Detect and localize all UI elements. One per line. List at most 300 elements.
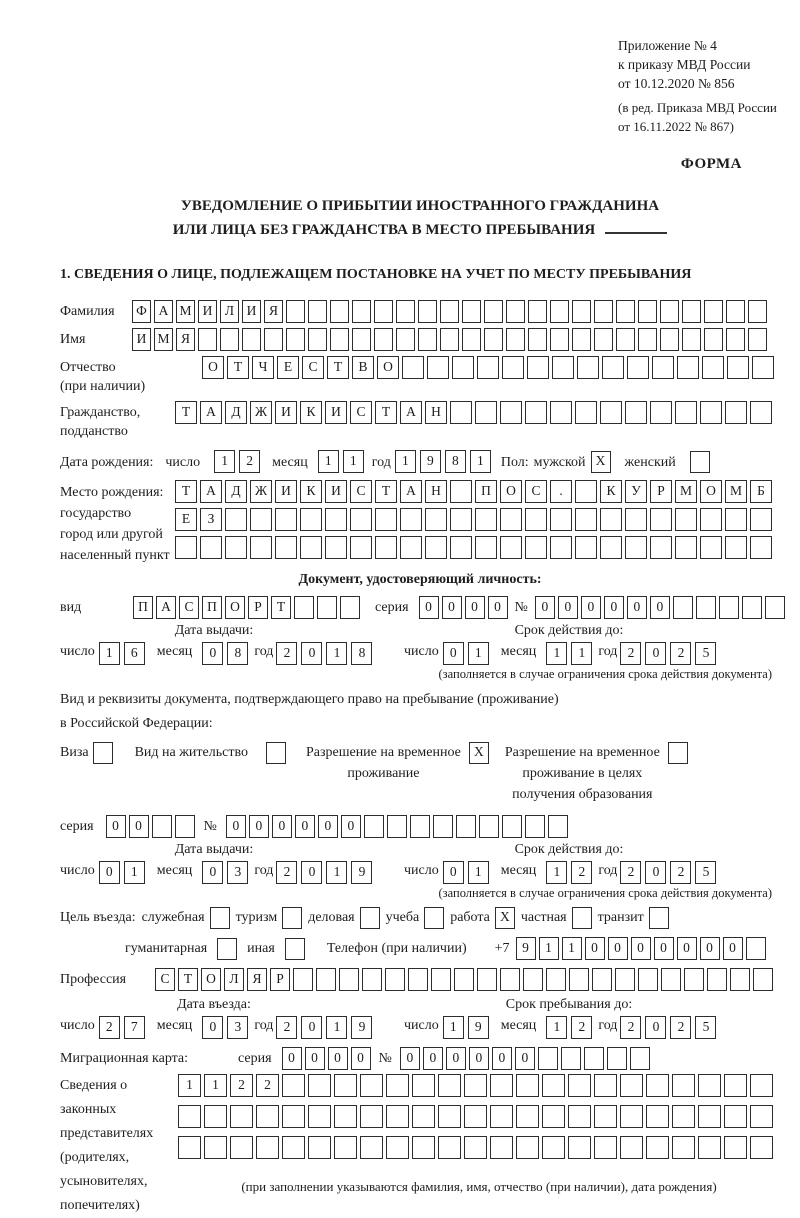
issue-year-cell[interactable]: 0 bbox=[301, 861, 322, 884]
firstname-cell[interactable] bbox=[440, 328, 459, 351]
birthplace-cell[interactable] bbox=[575, 536, 597, 559]
representative-cell[interactable] bbox=[308, 1105, 331, 1128]
firstname-cell[interactable] bbox=[374, 328, 393, 351]
patronymic-cell[interactable] bbox=[452, 356, 474, 379]
firstname-cell[interactable] bbox=[528, 328, 547, 351]
birthplace-cell[interactable]: Д bbox=[225, 480, 247, 503]
citizenship-cell[interactable]: А bbox=[400, 401, 422, 424]
birthplace-cell[interactable] bbox=[550, 536, 572, 559]
birthplace-cell[interactable] bbox=[700, 536, 722, 559]
expiry-day-cell[interactable]: 0 bbox=[443, 642, 464, 665]
phone-cell[interactable]: 0 bbox=[631, 937, 651, 960]
birthplace-cell[interactable] bbox=[600, 536, 622, 559]
surname-cell[interactable] bbox=[308, 300, 327, 323]
entry-day-cell[interactable]: 2 bbox=[99, 1016, 120, 1039]
representative-cell[interactable] bbox=[178, 1105, 201, 1128]
firstname-cell[interactable] bbox=[352, 328, 371, 351]
representative-cell[interactable] bbox=[360, 1105, 383, 1128]
entry-year-cell[interactable]: 9 bbox=[351, 1016, 372, 1039]
birthplace-cell[interactable] bbox=[375, 508, 397, 531]
birth-year-cell[interactable]: 1 bbox=[395, 450, 416, 473]
patronymic-cell[interactable] bbox=[477, 356, 499, 379]
representative-cell[interactable] bbox=[620, 1074, 643, 1097]
issue-day-cell[interactable]: 0 bbox=[99, 861, 120, 884]
firstname-cell[interactable] bbox=[286, 328, 305, 351]
identity-number-cell[interactable] bbox=[696, 596, 716, 619]
birthplace-cell[interactable]: О bbox=[500, 480, 522, 503]
representative-cell[interactable] bbox=[672, 1105, 695, 1128]
sex-female-checkbox[interactable] bbox=[690, 451, 710, 473]
representative-cell[interactable] bbox=[750, 1074, 773, 1097]
residence-number-cell[interactable] bbox=[364, 815, 384, 838]
patronymic-cell[interactable] bbox=[552, 356, 574, 379]
identity-number-cell[interactable]: 0 bbox=[627, 596, 647, 619]
representative-cell[interactable] bbox=[698, 1136, 721, 1159]
birthplace-cell[interactable] bbox=[450, 508, 472, 531]
birthplace-cell[interactable] bbox=[475, 536, 497, 559]
representative-cell[interactable] bbox=[724, 1136, 747, 1159]
purpose-business-checkbox[interactable] bbox=[360, 907, 380, 929]
patronymic-cell[interactable] bbox=[602, 356, 624, 379]
issue-year-cell[interactable]: 2 bbox=[276, 861, 297, 884]
representative-cell[interactable] bbox=[542, 1105, 565, 1128]
birthplace-cell[interactable]: К bbox=[300, 480, 322, 503]
temp-residence-edu-checkbox[interactable] bbox=[668, 742, 688, 764]
expiry-year-cell[interactable]: 2 bbox=[670, 861, 691, 884]
issue-day-cell[interactable]: 6 bbox=[124, 642, 145, 665]
firstname-cell[interactable] bbox=[264, 328, 283, 351]
firstname-cell[interactable] bbox=[638, 328, 657, 351]
birthplace-cell[interactable]: Б bbox=[750, 480, 772, 503]
expiry-year-cell[interactable]: 5 bbox=[695, 861, 716, 884]
profession-cell[interactable] bbox=[707, 968, 727, 991]
birthplace-cell[interactable] bbox=[750, 536, 772, 559]
patronymic-cell[interactable] bbox=[702, 356, 724, 379]
identity-kind-cell[interactable]: Т bbox=[271, 596, 291, 619]
birthplace-cell[interactable]: Ж bbox=[250, 480, 272, 503]
migration-number-cell[interactable]: 0 bbox=[423, 1047, 443, 1070]
issue-day-cell[interactable]: 1 bbox=[124, 861, 145, 884]
migration-series-cell[interactable]: 0 bbox=[305, 1047, 325, 1070]
representative-cell[interactable]: 2 bbox=[230, 1074, 253, 1097]
surname-cell[interactable] bbox=[594, 300, 613, 323]
identity-series-cell[interactable]: 0 bbox=[442, 596, 462, 619]
entry-year-cell[interactable]: 2 bbox=[276, 1016, 297, 1039]
patronymic-cell[interactable]: Е bbox=[277, 356, 299, 379]
migration-series-cell[interactable]: 0 bbox=[351, 1047, 371, 1070]
profession-cell[interactable] bbox=[477, 968, 497, 991]
stay-year-cell[interactable]: 2 bbox=[620, 1016, 641, 1039]
identity-kind-cell[interactable] bbox=[317, 596, 337, 619]
surname-cell[interactable] bbox=[352, 300, 371, 323]
representative-cell[interactable] bbox=[516, 1105, 539, 1128]
birthplace-cell[interactable] bbox=[425, 508, 447, 531]
migration-number-cell[interactable]: 0 bbox=[492, 1047, 512, 1070]
birthplace-cell[interactable] bbox=[225, 508, 247, 531]
residence-series-cell[interactable] bbox=[152, 815, 172, 838]
residence-number-cell[interactable] bbox=[387, 815, 407, 838]
birthplace-cell[interactable] bbox=[725, 536, 747, 559]
phone-cell[interactable]: 0 bbox=[723, 937, 743, 960]
residence-series-cell[interactable]: 0 bbox=[106, 815, 126, 838]
representative-cell[interactable] bbox=[672, 1074, 695, 1097]
sex-male-checkbox[interactable]: X bbox=[591, 451, 611, 473]
representative-cell[interactable] bbox=[646, 1136, 669, 1159]
issue-year-cell[interactable]: 1 bbox=[326, 642, 347, 665]
profession-cell[interactable] bbox=[431, 968, 451, 991]
representative-cell[interactable] bbox=[412, 1105, 435, 1128]
firstname-cell[interactable] bbox=[330, 328, 349, 351]
residence-series-cell[interactable]: 0 bbox=[129, 815, 149, 838]
citizenship-cell[interactable] bbox=[500, 401, 522, 424]
representative-cell[interactable] bbox=[464, 1136, 487, 1159]
identity-number-cell[interactable] bbox=[742, 596, 762, 619]
birthplace-cell[interactable]: Р bbox=[650, 480, 672, 503]
representative-cell[interactable] bbox=[490, 1105, 513, 1128]
representative-cell[interactable] bbox=[568, 1074, 591, 1097]
citizenship-cell[interactable] bbox=[700, 401, 722, 424]
expiry-month-cell[interactable]: 2 bbox=[571, 861, 592, 884]
representative-cell[interactable] bbox=[334, 1074, 357, 1097]
representative-cell[interactable] bbox=[646, 1105, 669, 1128]
citizenship-cell[interactable] bbox=[575, 401, 597, 424]
profession-cell[interactable] bbox=[408, 968, 428, 991]
firstname-cell[interactable] bbox=[726, 328, 745, 351]
patronymic-cell[interactable]: Ч bbox=[252, 356, 274, 379]
birthplace-cell[interactable] bbox=[300, 508, 322, 531]
expiry-day-cell[interactable]: 0 bbox=[443, 861, 464, 884]
issue-year-cell[interactable]: 2 bbox=[276, 642, 297, 665]
profession-cell[interactable] bbox=[661, 968, 681, 991]
migration-number-cell[interactable]: 0 bbox=[469, 1047, 489, 1070]
patronymic-cell[interactable] bbox=[427, 356, 449, 379]
birthplace-cell[interactable] bbox=[300, 536, 322, 559]
citizenship-cell[interactable]: Т bbox=[175, 401, 197, 424]
firstname-cell[interactable] bbox=[242, 328, 261, 351]
representative-cell[interactable] bbox=[256, 1136, 279, 1159]
representative-cell[interactable] bbox=[230, 1105, 253, 1128]
firstname-cell[interactable]: М bbox=[154, 328, 173, 351]
issue-day-cell[interactable]: 1 bbox=[99, 642, 120, 665]
birthplace-cell[interactable] bbox=[600, 508, 622, 531]
birth-year-cell[interactable]: 1 bbox=[470, 450, 491, 473]
birthplace-cell[interactable] bbox=[650, 536, 672, 559]
citizenship-cell[interactable]: К bbox=[300, 401, 322, 424]
citizenship-cell[interactable]: Д bbox=[225, 401, 247, 424]
firstname-cell[interactable] bbox=[308, 328, 327, 351]
birthplace-cell[interactable]: А bbox=[200, 480, 222, 503]
migration-number-cell[interactable]: 0 bbox=[446, 1047, 466, 1070]
surname-cell[interactable] bbox=[506, 300, 525, 323]
patronymic-cell[interactable]: О bbox=[377, 356, 399, 379]
birthplace-cell[interactable] bbox=[325, 536, 347, 559]
surname-cell[interactable] bbox=[462, 300, 481, 323]
birthplace-cell[interactable] bbox=[525, 536, 547, 559]
birthplace-cell[interactable] bbox=[450, 480, 472, 503]
birthplace-cell[interactable] bbox=[250, 508, 272, 531]
patronymic-cell[interactable] bbox=[677, 356, 699, 379]
issue-month-cell[interactable]: 0 bbox=[202, 642, 223, 665]
identity-number-cell[interactable]: 0 bbox=[604, 596, 624, 619]
purpose-humanitarian-checkbox[interactable] bbox=[217, 938, 237, 960]
identity-series-cell[interactable]: 0 bbox=[488, 596, 508, 619]
birthplace-cell[interactable] bbox=[450, 536, 472, 559]
representative-cell[interactable] bbox=[178, 1136, 201, 1159]
birthplace-cell[interactable] bbox=[275, 508, 297, 531]
representative-cell[interactable] bbox=[230, 1136, 253, 1159]
representative-cell[interactable] bbox=[282, 1074, 305, 1097]
profession-cell[interactable] bbox=[684, 968, 704, 991]
issue-year-cell[interactable]: 0 bbox=[301, 642, 322, 665]
identity-number-cell[interactable]: 0 bbox=[650, 596, 670, 619]
patronymic-cell[interactable] bbox=[652, 356, 674, 379]
identity-kind-cell[interactable]: С bbox=[179, 596, 199, 619]
birthplace-cell[interactable] bbox=[725, 508, 747, 531]
birthplace-cell[interactable] bbox=[575, 480, 597, 503]
expiry-year-cell[interactable]: 2 bbox=[620, 861, 641, 884]
birth-month-cell[interactable]: 1 bbox=[318, 450, 339, 473]
birth-day-cell[interactable]: 1 bbox=[214, 450, 235, 473]
firstname-cell[interactable] bbox=[594, 328, 613, 351]
surname-cell[interactable] bbox=[550, 300, 569, 323]
profession-cell[interactable] bbox=[569, 968, 589, 991]
surname-cell[interactable]: М bbox=[176, 300, 195, 323]
expiry-month-cell[interactable]: 1 bbox=[546, 861, 567, 884]
birthplace-cell[interactable]: С bbox=[525, 480, 547, 503]
birthplace-cell[interactable] bbox=[575, 508, 597, 531]
stay-day-cell[interactable]: 9 bbox=[468, 1016, 489, 1039]
expiry-year-cell[interactable]: 0 bbox=[645, 642, 666, 665]
birthplace-cell[interactable]: С bbox=[350, 480, 372, 503]
representative-cell[interactable] bbox=[412, 1136, 435, 1159]
citizenship-cell[interactable] bbox=[600, 401, 622, 424]
representative-cell[interactable] bbox=[412, 1074, 435, 1097]
surname-cell[interactable] bbox=[484, 300, 503, 323]
representative-cell[interactable]: 1 bbox=[178, 1074, 201, 1097]
profession-cell[interactable] bbox=[753, 968, 773, 991]
stay-month-cell[interactable]: 1 bbox=[546, 1016, 567, 1039]
firstname-cell[interactable] bbox=[418, 328, 437, 351]
birthplace-cell[interactable] bbox=[750, 508, 772, 531]
representative-cell[interactable] bbox=[750, 1105, 773, 1128]
identity-kind-cell[interactable]: А bbox=[156, 596, 176, 619]
birthplace-cell[interactable]: И bbox=[325, 480, 347, 503]
citizenship-cell[interactable]: С bbox=[350, 401, 372, 424]
birthplace-cell[interactable] bbox=[550, 508, 572, 531]
surname-cell[interactable] bbox=[418, 300, 437, 323]
citizenship-cell[interactable]: А bbox=[200, 401, 222, 424]
patronymic-cell[interactable]: Т bbox=[327, 356, 349, 379]
representative-cell[interactable] bbox=[438, 1074, 461, 1097]
patronymic-cell[interactable] bbox=[527, 356, 549, 379]
surname-cell[interactable] bbox=[660, 300, 679, 323]
birthplace-cell[interactable] bbox=[625, 508, 647, 531]
representative-cell[interactable] bbox=[438, 1136, 461, 1159]
surname-cell[interactable]: Я bbox=[264, 300, 283, 323]
surname-cell[interactable]: А bbox=[154, 300, 173, 323]
birthplace-cell[interactable] bbox=[225, 536, 247, 559]
entry-month-cell[interactable]: 0 bbox=[202, 1016, 223, 1039]
birthplace-cell[interactable]: . bbox=[550, 480, 572, 503]
identity-kind-cell[interactable]: П bbox=[202, 596, 222, 619]
phone-cell[interactable]: 0 bbox=[654, 937, 674, 960]
purpose-other-checkbox[interactable] bbox=[285, 938, 305, 960]
residence-permit-checkbox[interactable] bbox=[266, 742, 286, 764]
birthplace-cell[interactable] bbox=[350, 508, 372, 531]
phone-cell[interactable]: 0 bbox=[700, 937, 720, 960]
firstname-cell[interactable] bbox=[704, 328, 723, 351]
birthplace-cell[interactable]: К bbox=[600, 480, 622, 503]
phone-cell[interactable]: 0 bbox=[677, 937, 697, 960]
identity-kind-cell[interactable] bbox=[340, 596, 360, 619]
surname-cell[interactable]: И bbox=[198, 300, 217, 323]
firstname-cell[interactable] bbox=[220, 328, 239, 351]
birthplace-cell[interactable]: Е bbox=[175, 508, 197, 531]
birthplace-cell[interactable] bbox=[275, 536, 297, 559]
citizenship-cell[interactable]: И bbox=[325, 401, 347, 424]
patronymic-cell[interactable]: О bbox=[202, 356, 224, 379]
representative-cell[interactable] bbox=[334, 1105, 357, 1128]
purpose-work-checkbox[interactable]: X bbox=[495, 907, 515, 929]
residence-number-cell[interactable]: 0 bbox=[226, 815, 246, 838]
identity-kind-cell[interactable] bbox=[294, 596, 314, 619]
patronymic-cell[interactable]: С bbox=[302, 356, 324, 379]
birth-year-cell[interactable]: 9 bbox=[420, 450, 441, 473]
patronymic-cell[interactable]: Т bbox=[227, 356, 249, 379]
birthplace-cell[interactable] bbox=[200, 536, 222, 559]
profession-cell[interactable] bbox=[500, 968, 520, 991]
temp-residence-checkbox[interactable]: X bbox=[469, 742, 489, 764]
surname-cell[interactable]: Л bbox=[220, 300, 239, 323]
surname-cell[interactable] bbox=[374, 300, 393, 323]
patronymic-cell[interactable]: В bbox=[352, 356, 374, 379]
representative-cell[interactable] bbox=[594, 1074, 617, 1097]
residence-series-cell[interactable] bbox=[175, 815, 195, 838]
profession-cell[interactable]: Р bbox=[270, 968, 290, 991]
birthplace-cell[interactable]: И bbox=[275, 480, 297, 503]
representative-cell[interactable] bbox=[516, 1074, 539, 1097]
representative-cell[interactable] bbox=[204, 1136, 227, 1159]
representative-cell[interactable] bbox=[308, 1136, 331, 1159]
profession-cell[interactable]: Я bbox=[247, 968, 267, 991]
expiry-month-cell[interactable]: 1 bbox=[546, 642, 567, 665]
representative-cell[interactable] bbox=[360, 1136, 383, 1159]
entry-month-cell[interactable]: 3 bbox=[227, 1016, 248, 1039]
citizenship-cell[interactable]: И bbox=[275, 401, 297, 424]
surname-cell[interactable] bbox=[748, 300, 767, 323]
birthplace-cell[interactable] bbox=[675, 536, 697, 559]
firstname-cell[interactable] bbox=[748, 328, 767, 351]
representative-cell[interactable] bbox=[438, 1105, 461, 1128]
stay-year-cell[interactable]: 2 bbox=[670, 1016, 691, 1039]
expiry-day-cell[interactable]: 1 bbox=[468, 642, 489, 665]
citizenship-cell[interactable]: Н bbox=[425, 401, 447, 424]
firstname-cell[interactable] bbox=[572, 328, 591, 351]
birthplace-cell[interactable]: Т bbox=[175, 480, 197, 503]
profession-cell[interactable] bbox=[546, 968, 566, 991]
representative-cell[interactable] bbox=[568, 1136, 591, 1159]
representative-cell[interactable] bbox=[282, 1105, 305, 1128]
birthplace-cell[interactable]: У bbox=[625, 480, 647, 503]
purpose-private-checkbox[interactable] bbox=[572, 907, 592, 929]
representative-cell[interactable] bbox=[282, 1136, 305, 1159]
purpose-tourism-checkbox[interactable] bbox=[282, 907, 302, 929]
migration-series-cell[interactable]: 0 bbox=[282, 1047, 302, 1070]
firstname-cell[interactable] bbox=[396, 328, 415, 351]
birthplace-cell[interactable] bbox=[425, 536, 447, 559]
birthplace-cell[interactable] bbox=[475, 508, 497, 531]
citizenship-cell[interactable]: Т bbox=[375, 401, 397, 424]
migration-number-cell[interactable]: 0 bbox=[515, 1047, 535, 1070]
birthplace-cell[interactable] bbox=[375, 536, 397, 559]
stay-year-cell[interactable]: 0 bbox=[645, 1016, 666, 1039]
representative-cell[interactable] bbox=[490, 1136, 513, 1159]
patronymic-cell[interactable] bbox=[502, 356, 524, 379]
identity-number-cell[interactable]: 0 bbox=[535, 596, 555, 619]
migration-number-cell[interactable] bbox=[630, 1047, 650, 1070]
phone-cell[interactable] bbox=[746, 937, 766, 960]
representative-cell[interactable] bbox=[672, 1136, 695, 1159]
profession-cell[interactable] bbox=[523, 968, 543, 991]
firstname-cell[interactable]: И bbox=[132, 328, 151, 351]
representative-cell[interactable] bbox=[750, 1136, 773, 1159]
residence-number-cell[interactable] bbox=[479, 815, 499, 838]
expiry-year-cell[interactable]: 5 bbox=[695, 642, 716, 665]
identity-number-cell[interactable]: 0 bbox=[581, 596, 601, 619]
citizenship-cell[interactable] bbox=[625, 401, 647, 424]
identity-number-cell[interactable]: 0 bbox=[558, 596, 578, 619]
migration-number-cell[interactable]: 0 bbox=[400, 1047, 420, 1070]
profession-cell[interactable] bbox=[316, 968, 336, 991]
firstname-cell[interactable] bbox=[616, 328, 635, 351]
expiry-year-cell[interactable]: 2 bbox=[620, 642, 641, 665]
profession-cell[interactable] bbox=[454, 968, 474, 991]
birth-year-cell[interactable]: 8 bbox=[445, 450, 466, 473]
representative-cell[interactable] bbox=[698, 1074, 721, 1097]
birthplace-cell[interactable]: П bbox=[475, 480, 497, 503]
surname-cell[interactable] bbox=[638, 300, 657, 323]
firstname-cell[interactable]: Я bbox=[176, 328, 195, 351]
citizenship-cell[interactable] bbox=[450, 401, 472, 424]
representative-cell[interactable] bbox=[334, 1136, 357, 1159]
patronymic-cell[interactable] bbox=[402, 356, 424, 379]
birthplace-cell[interactable]: Т bbox=[375, 480, 397, 503]
phone-cell[interactable]: 0 bbox=[585, 937, 605, 960]
purpose-study-checkbox[interactable] bbox=[424, 907, 444, 929]
phone-cell[interactable]: 0 bbox=[608, 937, 628, 960]
birthplace-cell[interactable] bbox=[350, 536, 372, 559]
purpose-official-checkbox[interactable] bbox=[210, 907, 230, 929]
expiry-year-cell[interactable]: 0 bbox=[645, 861, 666, 884]
representative-cell[interactable] bbox=[490, 1074, 513, 1097]
firstname-cell[interactable] bbox=[660, 328, 679, 351]
migration-number-cell[interactable] bbox=[538, 1047, 558, 1070]
issue-year-cell[interactable]: 8 bbox=[351, 642, 372, 665]
expiry-day-cell[interactable]: 1 bbox=[468, 861, 489, 884]
surname-cell[interactable] bbox=[330, 300, 349, 323]
issue-year-cell[interactable]: 9 bbox=[351, 861, 372, 884]
patronymic-cell[interactable] bbox=[727, 356, 749, 379]
profession-cell[interactable] bbox=[339, 968, 359, 991]
patronymic-cell[interactable] bbox=[577, 356, 599, 379]
migration-number-cell[interactable] bbox=[561, 1047, 581, 1070]
birthplace-cell[interactable] bbox=[400, 536, 422, 559]
representative-cell[interactable] bbox=[464, 1074, 487, 1097]
representative-cell[interactable] bbox=[542, 1136, 565, 1159]
birthplace-cell[interactable] bbox=[500, 536, 522, 559]
identity-series-cell[interactable]: 0 bbox=[465, 596, 485, 619]
identity-series-cell[interactable]: 0 bbox=[419, 596, 439, 619]
